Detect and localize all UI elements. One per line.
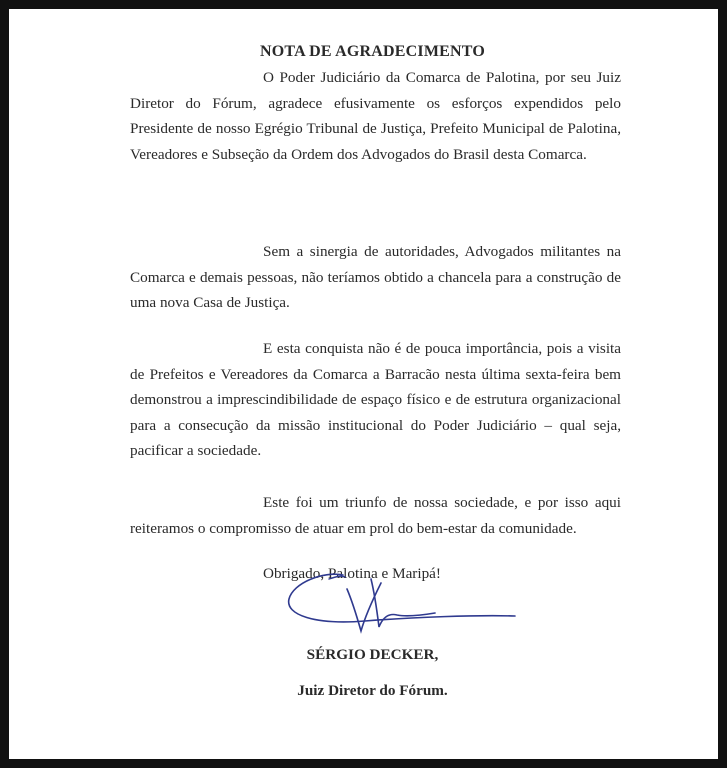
signature-image	[285, 569, 520, 649]
paragraph-2: Sem a sinergia de autoridades, Advogados militantes na Comarca e demais pessoas, não teríamos obtido a chancela para a construção de uma nova Casa de Justiça.	[130, 243, 621, 311]
paragraph-4: Este foi um triunfo de nossa sociedade, e por isso aqui reiteramos o compromisso de atuar em prol do bem-estar da comunidade.	[130, 494, 621, 537]
paragraph-1: O Poder Judiciário da Comarca de Palotina, por seu Juiz Diretor do Fórum, agradece efusivamente os esforços expendidos pelo Presidente de nosso Egrégio Tribunal de Justiça, Prefeito Municipal de Palotina, Vereadores e Subseção da Ordem dos Advogados do Brasil desta Comarca.	[130, 69, 621, 163]
signer-role: Juiz Diretor do Fórum.	[297, 682, 448, 699]
document-title: NOTA DE AGRADECIMENTO	[260, 43, 485, 60]
closing-line: Obrigado, Palotina e Maripá!	[263, 565, 441, 582]
paragraph-3: E esta conquista não é de pouca importância, pois a visita de Prefeitos e Vereadores da Comarca a Barracão nesta última sexta-feira bem demonstrou a imprescindibilidade de espaço físico e de estrutura organizacional para a consecução da missão institucional do Poder Judiciário – qual seja, pacificar a sociedade.	[130, 340, 621, 459]
signer-name: SÉRGIO DECKER,	[306, 646, 439, 663]
